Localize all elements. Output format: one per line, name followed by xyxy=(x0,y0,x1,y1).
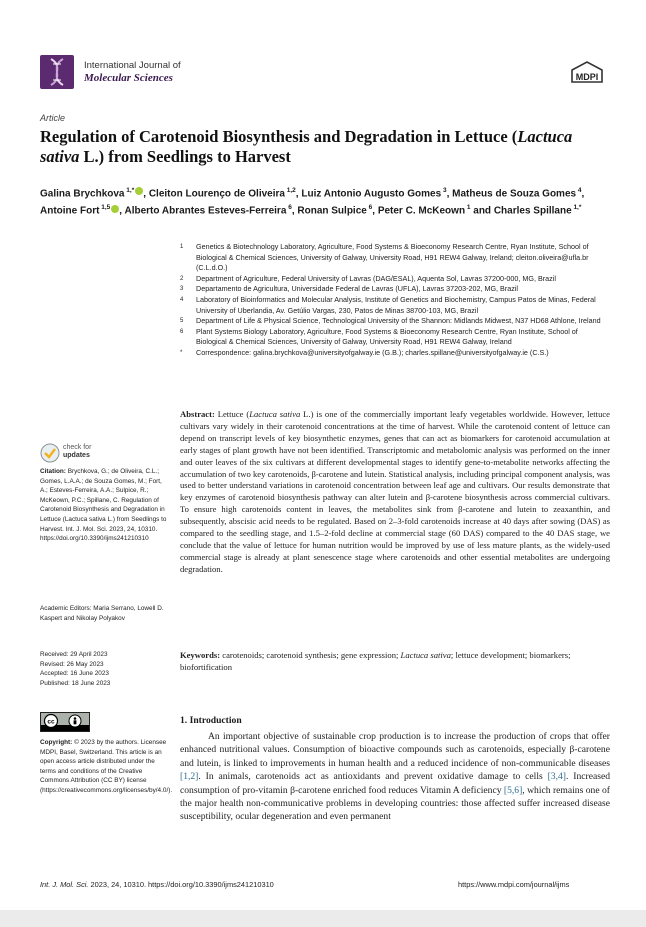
affiliation-text: Departamento de Agricultura, Universidade Federal de Lavras (UFLA), Lavras 37203-202, MG, Brazil xyxy=(196,284,518,294)
introduction-text: An important objective of sustainable crop production is to increase the production of crops that offer enhanced nutritional values. Consumption of bioactive compounds such as carotenoids, especially β-carotene and lutein, is linked to improvements in human health and a reduced incidence of non-communicable diseases [1,2]. In animals, carotenoids act as antioxidants and prevent oxidative damage to cells [3,4]. Increased consumption of pro-vitamin β-carotene enriched food reduces Vitamin A deficiency [5,6], which remains one of the major health non-communicative problems in developing countries: those affected suffer increased disease susceptibility, ocular degeneration and even permanent xyxy=(180,731,611,823)
affiliation-number: * xyxy=(180,349,183,356)
author-affiliation-marker: 1,2 xyxy=(284,187,296,194)
orcid-icon[interactable] xyxy=(135,187,143,195)
citation-link[interactable]: [3,4] xyxy=(547,771,566,783)
abstract-text: Lettuce (Lactuca sativa L.) is one of the commercially important leafy vegetables worldwide. However, lettuce cultivars vary widely in their carotenoid concentrations at the time of harvest. While the carotenoid content of lettuce can depend on transcript levels of key biosynthetic enzymes, genes that can act as biomarkers for carotenoid accumulation at early stages of plant growth have not been identified. Transcriptomic and metabolomic analysis was performed on the inner and outer leaves of the six cultivars at different developmental stages to identify gene-to-metabolite networks affecting the accumulation of two key carotenoids, β-carotene and lutein. Statistical analysis, including principal component analysis, was used to better understand variations in carotenoid concentration between leaf age and cultivars. Our results demonstrate that key enzymes of carotenoid biosynthesis pathway can alter lutein and β-carotene biosynthesis across commercial cultivars. To ensure high carotenoids content in leaves, the metabolites sink from β-carotene and lutein to zeaxanthin, and subsequently, abscisic acid needs to be regulated. Based on 2–3-fold carotenoids increase at 40 days after sowing (DAS) as compared to the seedling stage, and 1.5–2-fold decline at commercial stage (60 DAS) compared to the 40 DAS stage, we conclude that the value of lettuce for human nutrition would be improved by use of less mature plants, as the widely-used commercial stage is already at plant senescence stage where carotenoids and other essential metabolites are undergoing degradation. xyxy=(180,409,610,574)
journal-name-line2: Molecular Sciences xyxy=(84,72,173,84)
author-name[interactable]: Galina Brychkova xyxy=(40,188,125,200)
affiliation-number: 6 xyxy=(180,328,184,335)
affiliation-item xyxy=(180,242,610,274)
footer-journal-link[interactable]: https://www.mdpi.com/journal/ijms xyxy=(458,880,570,889)
affiliation-text: Correspondence: galina.brychkova@universityofgalway.ie (G.B.); charles.spillane@universityofgalway.ie (C.S.) xyxy=(196,347,549,357)
affiliation-number: 5 xyxy=(180,318,184,325)
author-affiliation-marker: 1,* xyxy=(124,187,135,194)
affiliation-number: 2 xyxy=(180,275,184,282)
citation-block xyxy=(40,467,168,544)
orcid-icon[interactable] xyxy=(111,205,119,213)
footer-citation: Int. J. Mol. Sci. 2023, 24, 10310. https://doi.org/10.3390/ijms241210310 xyxy=(40,880,274,889)
author-name[interactable]: Ronan Sulpice xyxy=(297,205,367,217)
affiliation-list xyxy=(180,242,610,359)
check-updates-line2: updates xyxy=(63,452,90,459)
journal-name xyxy=(84,60,181,84)
keywords-text: carotenoids; carotenoid synthesis; gene expression; Lactuca sativa; lettuce development; biomarkers; biofortification xyxy=(180,650,571,672)
abstract-label: Abstract: xyxy=(180,409,215,419)
author-name[interactable]: Alberto Abrantes Esteves-Ferreira xyxy=(124,205,287,217)
copyright-block xyxy=(40,738,173,796)
affiliation-item xyxy=(180,327,610,348)
author-affiliation-marker: 1,5 xyxy=(99,204,111,212)
affiliation-item xyxy=(180,295,610,316)
affiliation-number: 4 xyxy=(180,296,184,303)
author-name[interactable]: Charles Spillane xyxy=(493,205,572,217)
publication-date: Revised: 26 May 2023 xyxy=(40,660,104,668)
citation-label: Citation: xyxy=(40,468,66,475)
affiliation-text: Genetics & Biotechnology Laboratory, Agriculture, Food Systems & Bioeconomy Research Centre, Ryan Institute, School of Biological & Chemical Sciences, University of Galway, University Road, H91 REW4 Galway, Ireland; cleiton.oliveira@ufla.br (C.L.d.O.) xyxy=(196,242,589,273)
citation-link[interactable]: [1,2] xyxy=(180,771,199,783)
author-list: Galina Brychkova $^{1,*}$ , Cleiton Lourenço de Oliveira $^{1,2}$, Luiz Antonio Augusto Gomes $^3$, Matheus de Souza Gomes $^4$, Antoine Fort $^{1,5}$ , Alberto Abrantes Esteves-Ferreira $^6$, Ronan Sulpice $^6$, Peter C. McKeown $^1$ and Charles Spillane $^{1,*}$ xyxy=(40,187,585,217)
author-affiliation-marker: 1 xyxy=(465,204,471,212)
author-name[interactable]: Antoine Fort xyxy=(40,205,100,217)
cc-by-license-icon[interactable] xyxy=(40,712,90,732)
affiliation-text: Laboratory of Bioinformatics and Molecular Analysis, Institute of Genetics and Biochemistry, Campus Patos de Minas, Federal University of Uberlandia, Av. Getúlio Vargas, 230, Patos de Minas 38700-103, MG, Brazil xyxy=(196,294,596,315)
academic-editors: Academic Editors: Maria Serrano, Lowell D. Kaspert and Nikolay Polyakov xyxy=(40,605,164,622)
author-name[interactable]: Peter C. McKeown xyxy=(377,205,466,217)
dna-helix-icon xyxy=(40,55,74,89)
article-title xyxy=(40,127,600,167)
publication-date: Accepted: 16 June 2023 xyxy=(40,670,109,678)
affiliation-item xyxy=(180,316,610,327)
mdpi-logo-text: MDPI xyxy=(575,72,599,82)
affiliation-item xyxy=(180,348,610,359)
journal-name-line1: International Journal of xyxy=(84,60,181,71)
mdpi-logo xyxy=(568,60,606,84)
author-affiliation-marker: 1,* xyxy=(571,204,582,212)
keywords xyxy=(180,650,610,674)
author-name[interactable]: Matheus de Souza Gomes xyxy=(452,188,577,200)
title-text: Regulation of Carotenoid Biosynthesis and Degradation in Lettuce (Lactuca sativa L.) from Seedlings to Harvest xyxy=(40,127,573,166)
author-affiliation-marker: 6 xyxy=(286,204,292,212)
publication-date: Published: 18 June 2023 xyxy=(40,679,111,687)
check-updates-icon xyxy=(40,443,60,463)
author-name[interactable]: Cleiton Lourenço de Oliveira xyxy=(148,188,285,200)
affiliation-number: 3 xyxy=(180,286,184,293)
citation-text: Brychkova, G.; de Oliveira, C.L.; Gomes, L.A.A.; de Souza Gomes, M.; Fort, A.; Esteves-Ferreira, A.A.; Sulpice, R.; McKeown, P.C.; Spillane, C. Regulation of Carotenoid Biosynthesis and Degradation in Lettuce (Lactuca sativa L.) from Seedlings to Harvest. Int. J. Mol. Sci. 2023, 24, 10310. https://doi.org/10.3390/ijms241210310 xyxy=(40,468,167,543)
article-type: Article xyxy=(40,113,66,123)
author-affiliation-marker: 6 xyxy=(366,204,373,212)
publication-dates xyxy=(40,650,168,688)
svg-text:cc: cc xyxy=(47,718,55,726)
publication-date: Received: 29 April 2023 xyxy=(40,651,108,658)
affiliation-item xyxy=(180,274,610,285)
affiliation-item xyxy=(180,284,610,295)
check-for-updates-button[interactable] xyxy=(40,442,150,464)
check-updates-line1: check for xyxy=(63,444,92,451)
copyright-label: Copyright: xyxy=(40,739,73,746)
abstract xyxy=(180,409,610,576)
copyright-text: © 2023 by the authors. Licensee MDPI, Basel, Switzerland. This article is an open access article distributed under the terms and conditions of the Creative Commons Attribution (CC BY) license (https://creativecommons.org/licenses/by/4.0/). xyxy=(40,739,173,794)
author-name[interactable]: Luiz Antonio Augusto Gomes xyxy=(301,188,442,200)
affiliation-text: Department of Life & Physical Science, Technological University of the Shannon: Midlands Midwest, N37 HD68 Athlone, Ireland xyxy=(196,316,601,326)
affiliation-text: Plant Systems Biology Laboratory, Agriculture, Food Systems & Bioeconomy Research Centre, Ryan Institute, School of Biological & Chemical Sciences, University of Galway, University Road, H91 REW4 Galway, Ireland xyxy=(196,326,578,347)
affiliation-text: Department of Agriculture, Federal University of Lavras (DAG/ESAL), Aquenta Sol, Lavras 37200-000, MG, Brazil xyxy=(196,273,556,283)
author-affiliation-marker: 3 xyxy=(441,187,447,194)
affiliation-number: 1 xyxy=(180,244,184,250)
section-heading: 1. Introduction xyxy=(180,715,242,726)
author-affiliation-marker: 4 xyxy=(576,187,582,194)
citation-link[interactable]: [5,6] xyxy=(503,784,523,796)
keywords-label: Keywords: xyxy=(180,650,221,660)
